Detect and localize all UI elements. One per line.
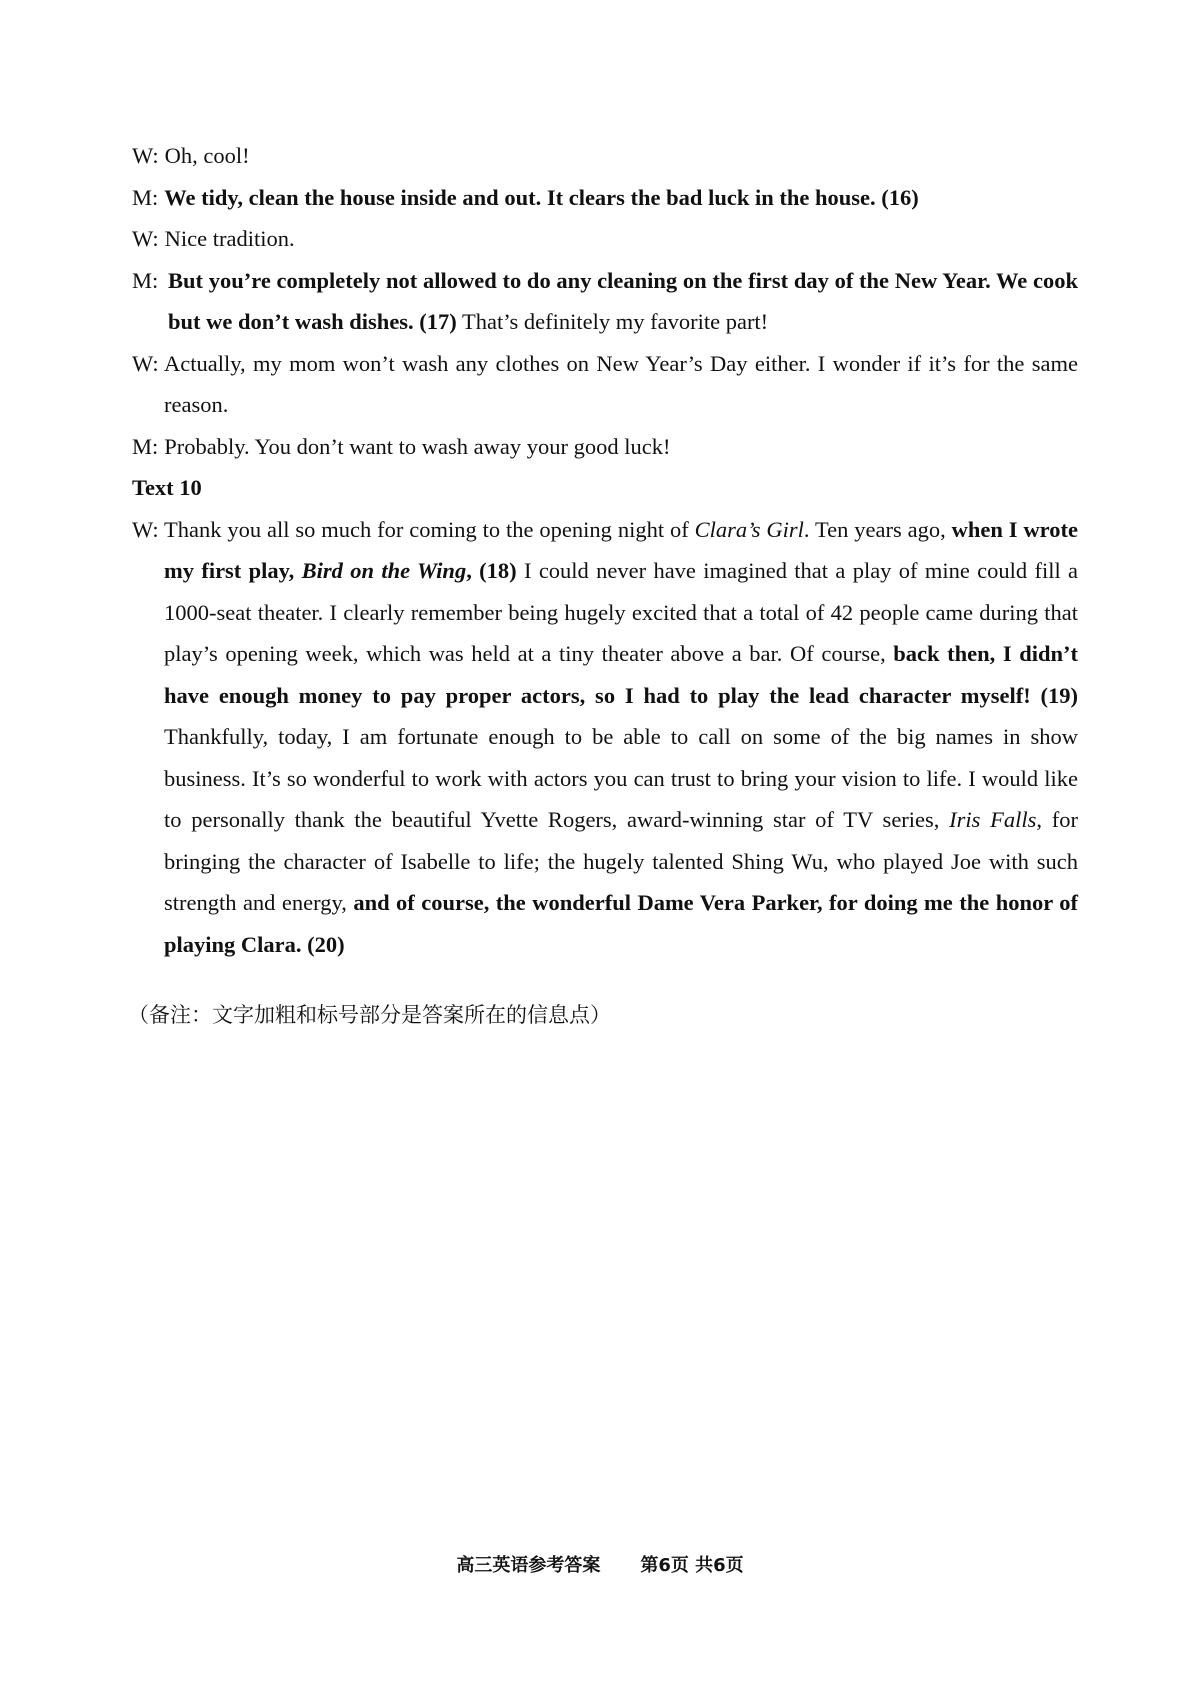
play-title: Bird on the Wing [301,558,467,583]
speaker-label: W: [132,143,159,168]
speaker-label: M: [132,267,159,293]
speaker-label: M: [132,184,159,210]
passage-text: Thank you all so much for coming to the opening night of [164,516,689,542]
passage-text: , for bringing the character of Isabelle to life; the hugely talented Shing Wu, who played Joe with such strength and energy, [164,807,1078,915]
speaker-label: M: [132,433,159,459]
speaker-label: W: [132,350,159,376]
dialogue-text: Nice tradition. [164,226,295,251]
play-title: Clara’s Girl [694,516,804,542]
section-heading: Text 10 [132,475,202,500]
answer-highlight: back then, I didn’t have enough money to pay proper actors, so I had to play the lead character myself! (19) [164,641,1079,708]
dialogue-text: That’s definitely my favorite part! [462,309,769,334]
dialogue-line [132,135,1078,177]
page-footer [0,1552,1200,1580]
dialogue-line [132,260,1078,343]
series-title: Iris Falls [949,807,1037,832]
footer-title: 高三英语参考答案 [456,1555,601,1576]
passage-text: Thankfully, today, I am fortunate enough to be able to call on some of the big names in show business. It’s so wonderful to work with actors you can trust to bring your vision to life. I would like to personally thank the beautiful Yvette Rogers, award-winning star of TV series, [164,724,1078,832]
passage-text: I could never have imagined that a play of mine could fill a 1000-seat theater. I clearly remember being hugely excited that a total of 42 people came during that play’s opening week, which was held at a tiny theater above a bar. Of course, [164,558,1079,666]
dialogue-line [132,343,1078,426]
monologue-paragraph [132,509,1078,966]
dialogue-text: Probably. You don’t want to wash away your good luck! [164,433,671,459]
answer-highlight: We tidy, clean the house inside and out. It clears the bad luck in the house. (16) [164,184,919,210]
document-body [128,135,1079,1036]
dialogue-text: Actually, my mom won’t wash any clothes on New Year’s Day either. I wonder if it’s for the same reason. [164,350,1078,417]
page-number: 第6页 共6页 [640,1555,744,1576]
dialogue-line [132,177,1078,219]
answer-highlight: and of course, the wonderful Dame Vera Parker, for doing me the honor of playing Clara. (20) [164,890,1078,957]
answer-highlight: But you’re completely not allowed to do any cleaning on the first day of the New Year. We cook but we don’t wash dishes. (17) [168,267,1078,334]
dialogue-line [132,218,1078,260]
speaker-label: W: [132,226,159,251]
speaker-label: W: [132,516,159,542]
note-text: （备注：文字加粗和标号部分是答案所在的信息点） [128,1003,611,1027]
dialogue-text: Oh, cool! [164,143,250,168]
passage-text: . Ten years ago, [803,516,946,542]
answer-highlight: when I wrote my first play, Bird on the Wing, (18) [164,516,1078,583]
dialogue-line [132,426,1078,468]
